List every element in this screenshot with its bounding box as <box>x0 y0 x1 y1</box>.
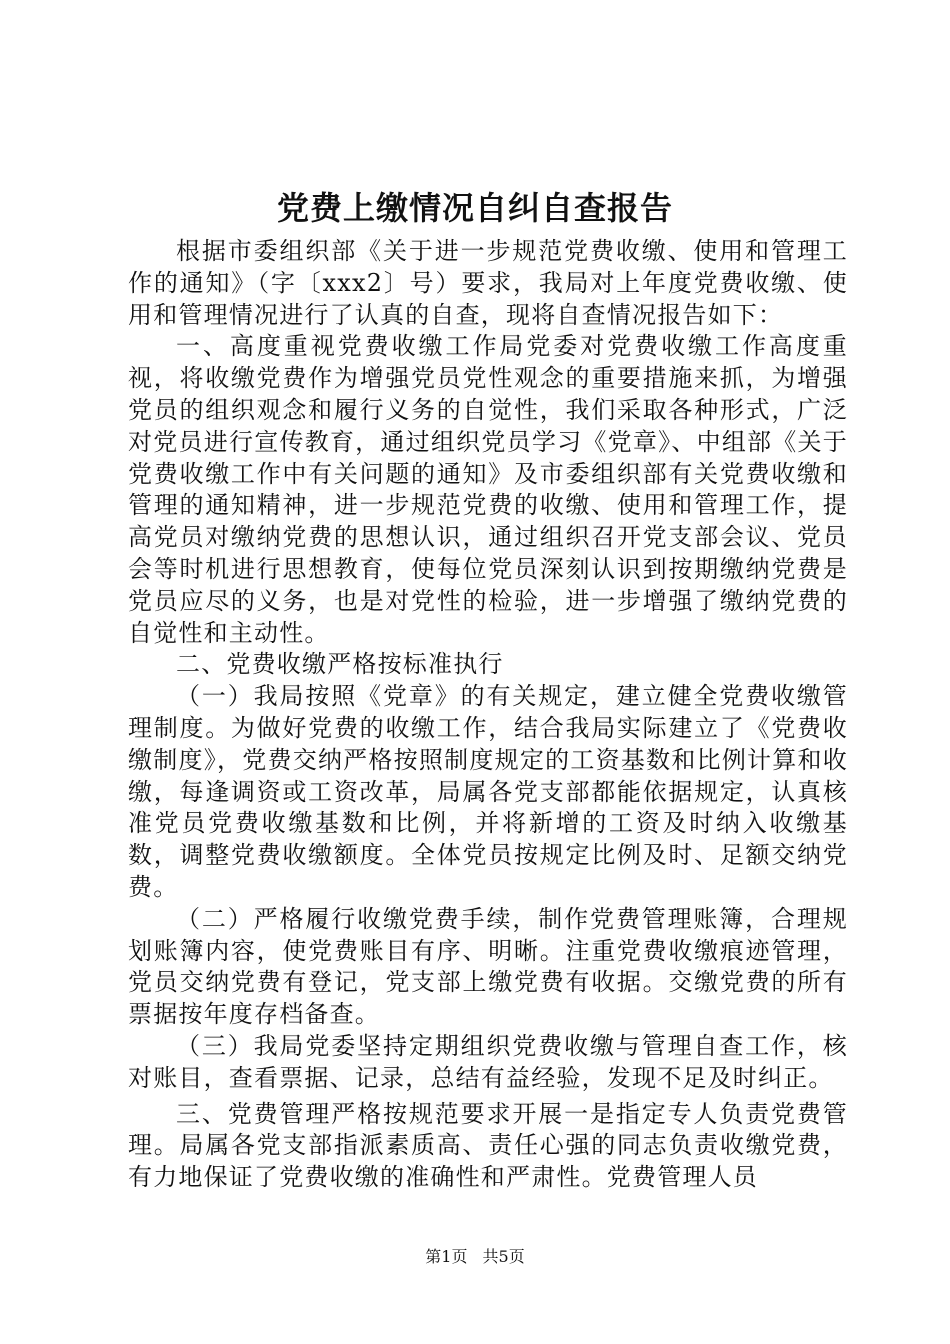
paragraph-section-2-heading: 二、党费收缴严格按标准执行 <box>176 650 504 679</box>
page-total: 共5页 <box>482 1247 525 1266</box>
page-number: 第1页 <box>425 1247 468 1266</box>
paragraph-section-2-item-3: （三）我局党委坚持定期组织党费收缴与管理自查工作，核对账目，查看票据、记录，总结有益经验，发现不足及时纠正。 <box>128 1031 848 1092</box>
document-title: 党费上缴情况自纠自查报告 <box>276 189 673 227</box>
paragraph-section-2-item-1: （一）我局按照《党章》的有关规定，建立健全党费收缴管理制度。为做好党费的收缴工作，结合我局实际建立了《党费收缴制度》，党费交纳严格按照制度规定的工资基数和比例计算和收缴，每逢调资或工资改革，局属各党支部都能依据规定，认真核准党员党费收缴基数和比例，并将新增的工资及时纳入收缴基数，调整党费收缴额度。全体党员按规定比例及时、足额交纳党费。 <box>128 682 848 901</box>
paragraph-section-1: 一、高度重视党费收缴工作局党委对党费收缴工作高度重视，将收缴党费作为增强党员党性观念的重要措施来抓，为增强党员的组织观念和履行义务的自觉性，我们采取各种形式，广泛对党员进行宣传教育，通过组织党员学习《党章》、中组部《关于党费收缴工作中有关问题的通知》及市委组织部有关党费收缴和管理的通知精神，进一步规范党费的收缴、使用和管理工作，提高党员对缴纳党费的思想认识，通过组织召开党支部会议、党员会等时机进行思想教育，使每位党员深刻认识到按期缴纳党费是党员应尽的义务，也是对党性的检验，进一步增强了缴纳党费的自觉性和主动性。 <box>128 332 848 647</box>
paragraph-section-3: 三、党费管理严格按规范要求开展一是指定专人负责党费管理。局属各党支部指派素质高、责任心强的同志负责收缴党费，有力地保证了党费收缴的准确性和严肃性。党费管理人员 <box>128 1099 848 1192</box>
paragraph-section-2-item-2: （二）严格履行收缴党费手续，制作党费管理账簿，合理规划账簿内容，使党费账目有序、明晰。注重党费收缴痕迹管理，党员交纳党费有登记，党支部上缴党费有收据。交缴党费的所有票据按年度存档备查。 <box>128 904 848 1029</box>
document-body <box>128 236 848 1194</box>
paragraph-intro: 根据市委组织部《关于进一步规范党费收缴、使用和管理工作的通知》（字〔xxx2〕号）要求，我局对上年度党费收缴、使用和管理情况进行了认真的自查，现将自查情况报告如下： <box>128 237 848 329</box>
page-footer <box>0 1245 950 1269</box>
